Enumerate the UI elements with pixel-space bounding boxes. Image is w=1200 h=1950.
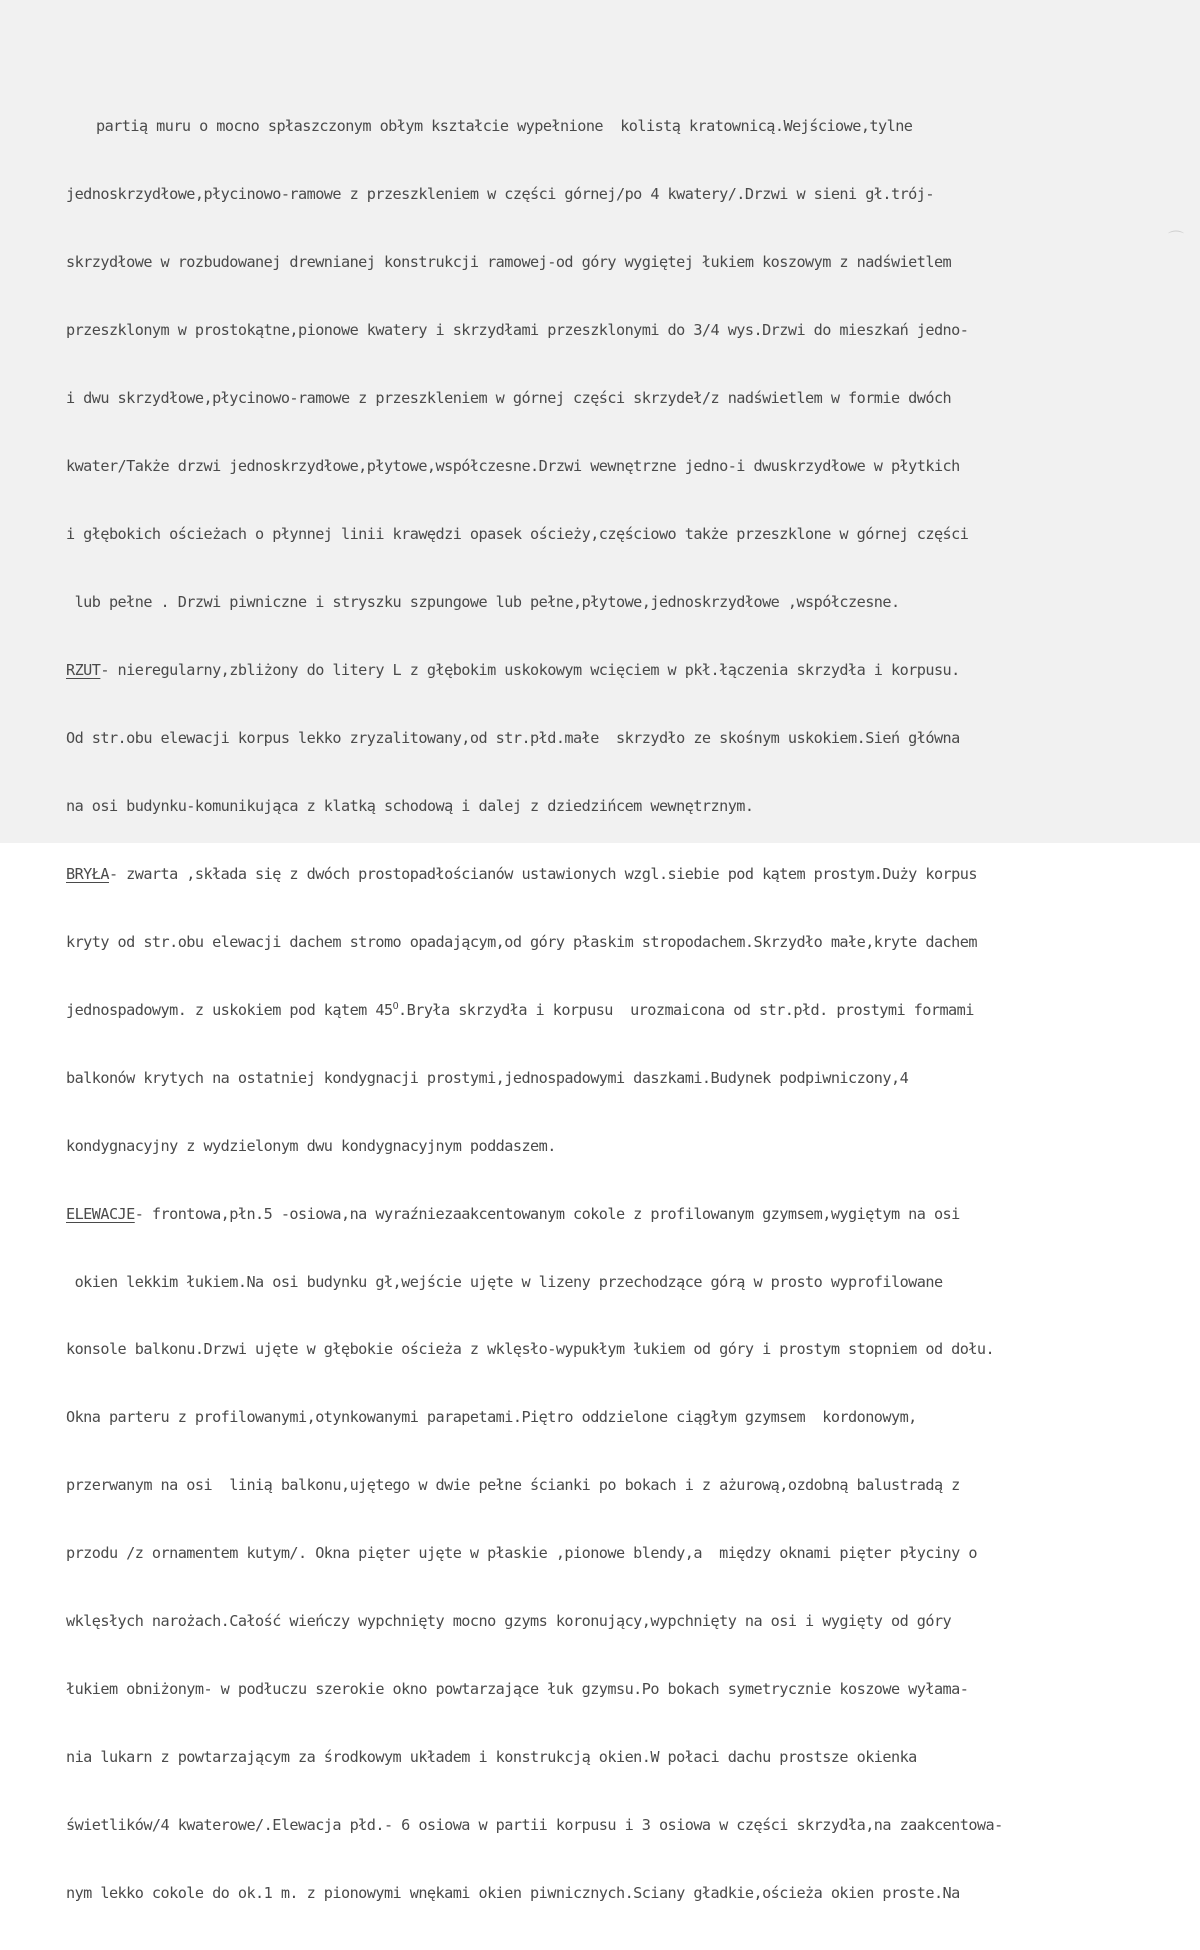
bryla-line [66,863,1166,886]
text-line-9: - nieregularny,zbliżony do litery L z głębokim uskokowym wcięciem w pkł.łączenia skrzydła i korpusu. [100,660,960,679]
text-line-21: przerwanym na osi linią balkonu,ujętego w dwie pełne ścianki po bokach i z ażurową,ozdobną balustradą z [66,1476,960,1495]
text-line-10: Od str.obu elewacji korpus lekko zryzalitowany,od str.płd.małe skrzydło ze skośnym uskokiem.Sień główna [66,728,960,747]
text-line-13: kryty od str.obu elewacji dachem stromo opadającym,od góry płaskim stropodachem.Skrzydło małe,kryte dachem [66,932,977,951]
text-line-1: partią muru o mocno spłaszczonym obłym kształcie wypełnione kolistą kratownicą.Wejściowe,tylne [96,117,913,136]
degree-mark: O [392,1000,399,1012]
text-line-26: świetlików/4 kwaterowe/.Elewacja płd.- 6 osiowa w partii korpusu i 3 osiowa w części skrzydła,na zaakcentowa- [66,1816,1003,1835]
text-line-20: Okna parteru z profilowanymi,otynkowanymi parapetami.Piętro oddzielone ciągłym gzymsem kordonowym, [66,1408,917,1427]
text-line-17: - frontowa,płn.5 -osiowa,na wyraźniezaakcentowanym cokole z profilowanym gzymsem,wygiętym na osi [134,1204,960,1223]
typewritten-text [66,70,1166,1950]
text-line-24: łukiem obniżonym- w podłuczu szerokie okno powtarzające łuk gzymsu.Po bokach symetrycznie koszowe wyłama- [66,1680,969,1699]
text-line-23: wklęsłych narożach.Całość wieńczy wypchnięty mocno gzyms koronujący,wypchnięty na osi i wygięty od góry [66,1612,952,1631]
text-line-15: balkonów krytych na ostatniej kondygnacji prostymi,jednospadowymi daszkami.Budynek podpiwniczony,4 [66,1068,909,1087]
text-line-8: lub pełne . Drzwi piwniczne i stryszku szpungowe lub pełne,płytowe,jednoskrzydłowe ,współczesne. [66,592,900,611]
text-line-14 [66,999,1166,1022]
text-line-16: kondygnacyjny z wydzielonym dwu kondygnacyjnym poddaszem. [66,1136,556,1155]
text-line-14b: .Bryła skrzydła i korpusu urozmaicona od str.płd. prostymi formami [398,1000,974,1019]
pencil-mark: ⌒ [1168,229,1185,248]
text-line-12: - zwarta ,składa się z dwóch prostopadłościanów ustawionych wzgl.siebie pod kątem prostym.Duży korpus [108,864,977,883]
text-line-3: skrzydłowe w rozbudowanej drewnianej konstrukcji ramowej-od góry wygiętej łukiem koszowym z nadświetlem [66,253,952,272]
text-line-5: i dwu skrzydłowe,płycinowo-ramowe z przeszkleniem w górnej części skrzydeł/z nadświetlem w formie dwóch [66,389,952,408]
text-line-19: konsole balkonu.Drzwi ujęte w głębokie ościeża z wklęsło-wypukłym łukiem od góry i prostym stopniem od dołu. [66,1340,995,1359]
text-line-7: i głębokich ościeżach o płynnej linii krawędzi opasek ościeży,częściowo także przeszklone w górnej części [66,525,969,544]
elewacje-line [66,1203,1166,1226]
section-label-bryla: BRYŁA [66,864,109,883]
text-line-14a: jednospadowym. z uskokiem pod kątem 45 [66,1000,393,1019]
text-line-22: przodu /z ornamentem kutym/. Okna pięter ujęte w płaskie ,pionowe blendy,a między oknami pięter płyciny o [66,1544,977,1563]
text-line-2: jednoskrzydłowe,płycinowo-ramowe z przeszkleniem w części górnej/po 4 kwatery/.Drzwi w sieni gł.trój- [66,185,934,204]
section-label-rzut: RZUT [66,660,101,679]
text-line-11: na osi budynku-komunikująca z klatką schodową i dalej z dziedzińcem wewnętrznym. [66,796,754,815]
text-line-27: nym lekko cokole do ok.1 m. z pionowymi wnękami okien piwnicznych.Sciany gładkie,ościeża okien proste.Na [66,1884,960,1903]
text-line-6: kwater/Także drzwi jednoskrzydłowe,płytowe,współczesne.Drzwi wewnętrzne jedno-i dwuskrzydłowe w płytkich [66,457,960,476]
rzut-line [66,659,1166,682]
section-label-elewacje: ELEWACJE [66,1204,135,1223]
text-line-25: nia lukarn z powtarzającym za środkowym układem i konstrukcją okien.W połaci dachu prostsze okienka [66,1748,917,1767]
text-line-18: okien lekkim łukiem.Na osi budynku gł,wejście ujęte w lizeny przechodzące górą w prosto wyprofilowane [66,1272,943,1291]
text-line-4: przeszklonym w prostokątne,pionowe kwatery i skrzydłami przeszklonymi do 3/4 wys.Drzwi do mieszkań jedno- [66,321,969,340]
